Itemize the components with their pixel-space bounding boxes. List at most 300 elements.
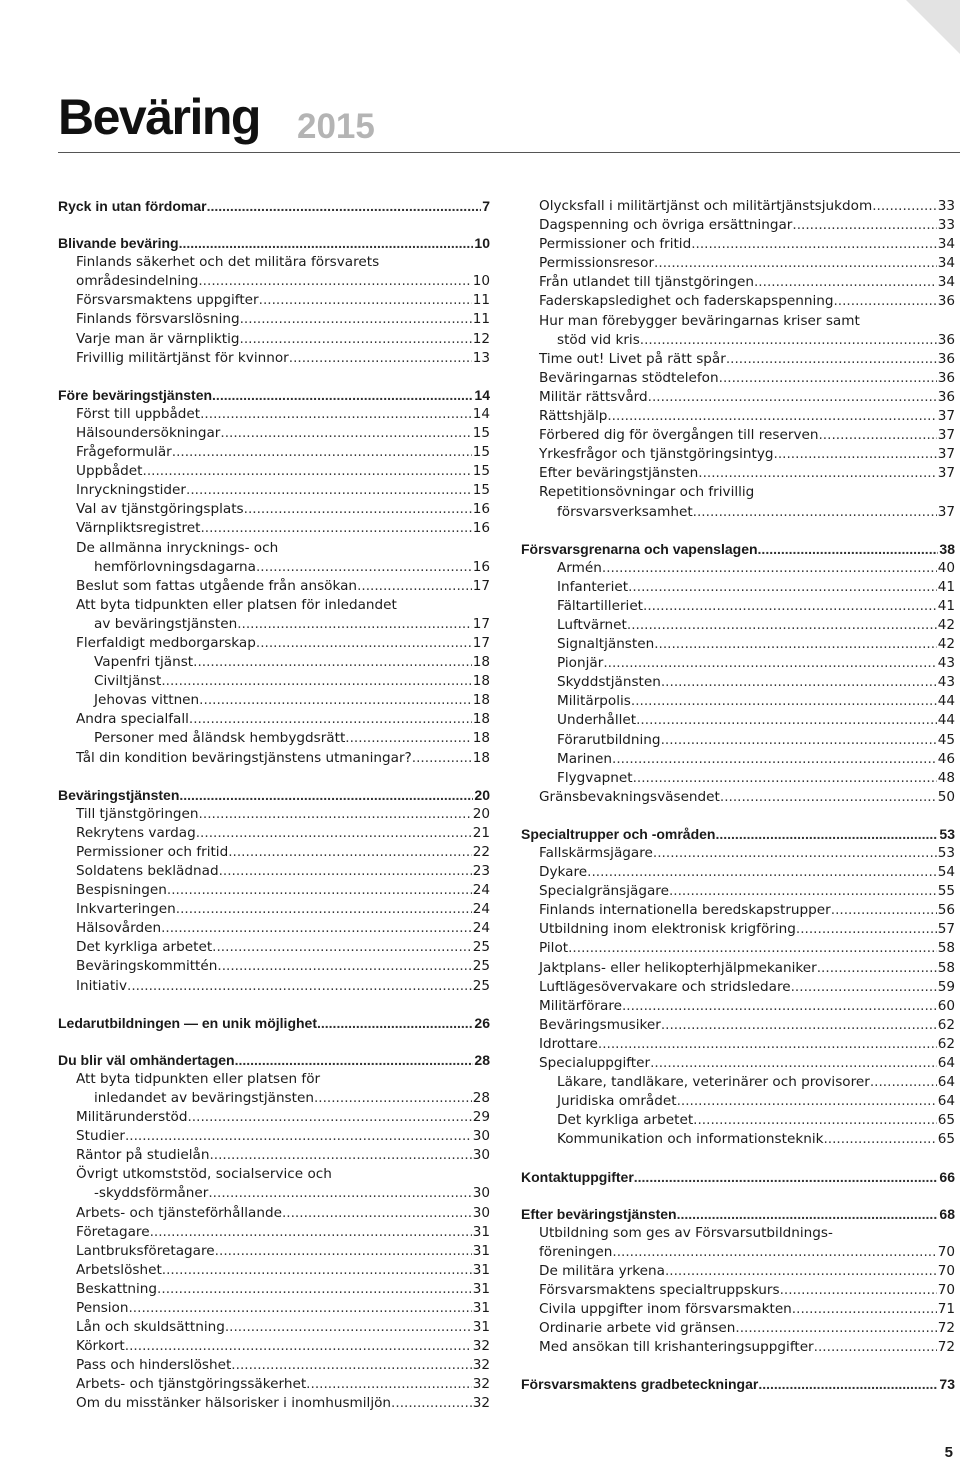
toc-entry[interactable] — [521, 483, 955, 502]
toc-entry[interactable] — [521, 426, 955, 445]
toc-entry-title: Det kyrkliga arbetet — [557, 1112, 694, 1129]
toc-entry[interactable] — [58, 1299, 490, 1318]
dot-leader — [225, 1318, 472, 1337]
toc-page-number: 32 — [472, 1338, 490, 1355]
toc-entry[interactable] — [58, 710, 490, 729]
toc-page-number: 29 — [472, 1109, 490, 1126]
toc-entry-title: Finlands säkerhet och det militära försvarets — [76, 254, 380, 271]
toc-entry[interactable] — [58, 577, 490, 596]
dot-leader — [831, 901, 937, 920]
dot-leader — [719, 369, 937, 388]
toc-entry-title: Skyddstjänsten — [557, 674, 661, 691]
dot-leader — [833, 292, 936, 311]
dot-leader — [125, 1127, 472, 1146]
toc-entry-title: Lantbruksföretagare — [76, 1242, 215, 1259]
toc-page-number: 12 — [472, 330, 490, 347]
toc-entry[interactable] — [58, 481, 490, 500]
dot-leader — [661, 1016, 937, 1035]
toc-page-number: 22 — [472, 843, 490, 860]
toc-entry-title: Beslut som fattas utgående från ansökan — [76, 577, 358, 594]
toc-entry[interactable] — [521, 901, 955, 920]
toc-entry[interactable] — [521, 388, 955, 407]
dot-leader — [187, 1108, 471, 1127]
toc-entry-title: Om du misstänker hälsorisker i inomhusmiljön — [76, 1395, 392, 1412]
toc-entry-title: Finlands försvarslösning — [76, 311, 240, 328]
toc-entry[interactable] — [521, 750, 955, 769]
toc-entry-title: av beväringstjänsten — [94, 615, 238, 632]
toc-entry[interactable] — [521, 197, 955, 216]
dot-leader — [661, 731, 937, 750]
dot-leader — [643, 597, 937, 616]
toc-entry[interactable] — [58, 1146, 490, 1165]
toc-heading[interactable] — [521, 825, 955, 844]
toc-entry[interactable] — [58, 1070, 490, 1089]
toc-entry-title: Studier — [76, 1128, 125, 1145]
dot-leader — [648, 388, 937, 407]
dot-leader — [259, 291, 472, 310]
toc-entry[interactable] — [58, 805, 490, 824]
toc-entry-title: Specialgränsjägare — [539, 883, 669, 900]
toc-entry[interactable] — [58, 558, 490, 577]
toc-entry[interactable] — [521, 292, 955, 311]
dot-leader — [200, 405, 472, 424]
toc-heading[interactable] — [521, 1375, 955, 1394]
toc-entry-title: Pionjär — [557, 655, 604, 672]
dot-leader — [650, 1054, 937, 1073]
toc-heading[interactable] — [58, 197, 490, 216]
toc-page-number: 32 — [472, 1395, 490, 1412]
toc-page-number: 34 — [937, 236, 955, 253]
toc-entry[interactable] — [58, 272, 490, 291]
toc-section — [58, 786, 490, 996]
toc-entry[interactable] — [58, 938, 490, 957]
dot-leader — [720, 788, 937, 807]
dot-leader — [127, 977, 472, 996]
toc-entry-title: Jehovas vittnen — [94, 692, 200, 709]
toc-page-number: 32 — [472, 1357, 490, 1374]
dot-leader — [208, 1184, 471, 1203]
toc-page-number: 21 — [472, 824, 490, 841]
dot-leader — [598, 1035, 937, 1054]
dot-leader — [602, 559, 937, 578]
dot-leader — [357, 577, 472, 596]
toc-entry[interactable] — [58, 749, 490, 768]
toc-entry-title: Marinen — [557, 750, 613, 767]
toc-entry[interactable] — [521, 559, 955, 578]
toc-entry[interactable] — [58, 824, 490, 843]
toc-entry-title: Pilot — [539, 940, 569, 957]
toc-entry-title: Soldatens beklädnad — [76, 863, 219, 879]
toc-entry[interactable] — [58, 1165, 490, 1184]
toc-entry-title: Före beväringstjänsten — [58, 386, 213, 403]
toc-page-number: 43 — [937, 655, 955, 672]
toc-entry-title: försvarsverksamhet — [557, 503, 693, 520]
toc-entry[interactable] — [521, 616, 955, 635]
toc-entry-title: Inkvarteringen — [76, 901, 176, 918]
toc-entry[interactable] — [521, 1073, 955, 1092]
page-title: Beväring — [58, 89, 260, 145]
toc-entry-title: Kommunikation och informationsteknik — [557, 1131, 824, 1148]
toc-entry[interactable] — [521, 635, 955, 654]
toc-entry[interactable] — [58, 349, 490, 368]
toc-entry-title: De militära yrkena — [539, 1262, 665, 1279]
dot-leader — [179, 234, 474, 253]
toc-entry[interactable] — [521, 997, 955, 1016]
toc-page-number: 42 — [937, 616, 955, 633]
toc-entry-title: Kontaktuppgifter — [521, 1168, 634, 1185]
toc-entry[interactable] — [58, 1356, 490, 1375]
toc-entry-title: Val av tjänstgöringsplats — [76, 501, 244, 518]
dot-leader — [693, 503, 937, 522]
toc-entry-title: Värnpliktsregistret — [76, 520, 201, 537]
toc-entry-title: Time out! Livet på rätt spår — [539, 350, 726, 367]
dot-leader — [653, 844, 937, 863]
toc-entry-title: Försvarsmaktens gradbeteckningar — [521, 1376, 759, 1393]
toc-entry[interactable] — [521, 692, 955, 711]
toc-entry-title: Försvarsmaktens uppgifter — [76, 292, 259, 309]
dot-leader — [189, 710, 472, 729]
toc-entry[interactable] — [521, 254, 955, 273]
dot-leader — [207, 197, 482, 216]
toc-entry[interactable] — [521, 939, 955, 958]
toc-page-number: 15 — [472, 424, 490, 441]
toc-entry-title: Pension — [76, 1299, 129, 1316]
toc-entry-title: Permissionsresor — [539, 255, 655, 272]
toc-page-number: 42 — [937, 636, 955, 653]
toc-page-number: 54 — [937, 864, 955, 881]
dot-leader — [823, 1130, 936, 1149]
toc-page-number: 58 — [937, 959, 955, 976]
toc-entry-title: Med ansökan till krishanteringsuppgifter — [539, 1339, 814, 1356]
dot-leader — [870, 1073, 937, 1092]
toc-heading[interactable] — [58, 1014, 490, 1033]
toc-entry[interactable] — [58, 462, 490, 481]
toc-entry-title: Du blir väl omhändertagen — [58, 1051, 235, 1068]
toc-entry[interactable] — [521, 731, 955, 750]
toc-entry[interactable] — [521, 503, 955, 522]
toc-heading[interactable] — [58, 234, 490, 253]
toc-entry[interactable] — [521, 863, 955, 882]
toc-entry[interactable] — [58, 1375, 490, 1394]
toc-page-number: 64 — [937, 1093, 955, 1110]
toc-entry-title: Förbered dig för övergången till reserven — [539, 427, 819, 444]
dot-leader — [256, 558, 472, 577]
dot-leader — [628, 578, 937, 597]
dot-leader — [631, 692, 937, 711]
dot-leader — [758, 540, 939, 559]
toc-page-number: 70 — [937, 1262, 955, 1279]
dot-leader — [715, 825, 938, 844]
toc-entry-title: Ordinarie arbete vid gränsen — [539, 1320, 736, 1337]
toc-entry[interactable] — [521, 464, 955, 483]
dot-leader — [306, 1375, 472, 1394]
toc-entry-title: Blivande beväring — [58, 235, 179, 252]
dot-leader — [256, 634, 472, 653]
toc-entry-title: Hälsovården — [76, 920, 162, 937]
toc-entry[interactable] — [58, 291, 490, 310]
toc-entry[interactable] — [58, 1089, 490, 1108]
toc-page-number: 31 — [472, 1299, 490, 1316]
toc-page-number: 25 — [472, 958, 490, 975]
dot-leader — [412, 749, 472, 768]
toc-entry[interactable] — [58, 1261, 490, 1280]
dot-leader — [125, 1337, 472, 1356]
toc-entry-title: Rekrytens vardag — [76, 824, 196, 841]
toc-entry[interactable] — [521, 1243, 955, 1262]
toc-entry[interactable] — [58, 900, 490, 919]
toc-entry[interactable] — [521, 369, 955, 388]
toc-entry[interactable] — [58, 634, 490, 653]
toc-entry[interactable] — [58, 1337, 490, 1356]
toc-entry[interactable] — [58, 1318, 490, 1337]
toc-entry[interactable] — [58, 919, 490, 938]
toc-entry[interactable] — [58, 1280, 490, 1299]
toc-entry[interactable] — [58, 1204, 490, 1223]
toc-page-number: 55 — [937, 883, 955, 900]
toc-entry[interactable] — [521, 1300, 955, 1319]
toc-heading[interactable] — [58, 386, 490, 405]
toc-entry[interactable] — [58, 1127, 490, 1146]
toc-entry-title: Flerfaldigt medborgarskap — [76, 634, 256, 651]
toc-entry[interactable] — [58, 405, 490, 424]
toc-entry[interactable] — [58, 672, 490, 691]
toc-entry-title: Läkare, tandläkare, veterinärer och provisorer — [557, 1074, 870, 1091]
dot-leader — [612, 1243, 936, 1262]
toc-page-number: 36 — [937, 369, 955, 386]
toc-entry[interactable] — [521, 1319, 955, 1338]
toc-entry[interactable] — [521, 597, 955, 616]
toc-entry-title: Dagspenning och övriga ersättningar — [539, 217, 793, 234]
toc-section — [521, 197, 955, 522]
toc-page-number: 62 — [937, 1035, 955, 1052]
toc-entry-title: Luftvärnet — [557, 616, 627, 633]
toc-entry[interactable] — [58, 1108, 490, 1127]
toc-entry[interactable] — [58, 615, 490, 634]
toc-entry[interactable] — [58, 862, 490, 881]
toc-entry[interactable] — [58, 253, 490, 272]
toc-entry[interactable] — [521, 920, 955, 939]
toc-page-number: 33 — [937, 217, 955, 234]
dot-leader — [792, 1300, 937, 1319]
toc-entry-title: Efter beväringstjänsten — [521, 1205, 677, 1222]
dot-leader — [587, 863, 937, 882]
dot-leader — [161, 672, 471, 691]
toc-entry-title: Jaktplans- eller helikopterhjälpmekaniker — [539, 959, 817, 976]
toc-page-number: 11 — [472, 292, 490, 309]
toc-entry-title: Utbildning som ges av Försvarsutbildnings- — [539, 1224, 833, 1241]
dot-leader — [872, 197, 936, 216]
toc-entry[interactable] — [521, 1111, 955, 1130]
toc-page-number: 18 — [472, 654, 490, 671]
toc-page-number: 24 — [472, 920, 490, 937]
dot-leader — [612, 750, 937, 769]
dot-leader — [179, 786, 473, 805]
toc-entry[interactable] — [521, 578, 955, 597]
dot-leader — [314, 1089, 472, 1108]
toc-entry[interactable] — [58, 596, 490, 615]
toc-entry-title: Andra specialfall — [76, 711, 189, 728]
toc-entry[interactable] — [521, 1054, 955, 1073]
toc-page-number: 66 — [939, 1168, 955, 1185]
toc-entry[interactable] — [521, 844, 955, 863]
toc-heading[interactable] — [58, 786, 490, 805]
toc-page-number: 18 — [472, 692, 490, 709]
dot-leader — [289, 349, 472, 368]
toc-entry[interactable] — [58, 729, 490, 748]
toc-page-number: 15 — [472, 463, 490, 480]
toc-page-number: 50 — [937, 788, 955, 805]
dot-leader — [176, 900, 472, 919]
toc-page-number: 53 — [937, 845, 955, 861]
toc-page-number: 20 — [472, 805, 490, 822]
toc-page-number: 15 — [472, 444, 490, 461]
toc-entry-title: stöd vid kris — [557, 331, 640, 348]
toc-entry[interactable] — [58, 977, 490, 996]
toc-entry[interactable] — [58, 310, 490, 329]
toc-page-number: 36 — [937, 293, 955, 310]
toc-entry-title: Tål din kondition beväringstjänstens utmaningar? — [76, 749, 412, 766]
toc-entry[interactable] — [58, 691, 490, 710]
dot-leader — [603, 654, 936, 673]
toc-entry-title: föreningen — [539, 1243, 613, 1260]
toc-entry[interactable] — [58, 653, 490, 672]
toc-entry[interactable] — [521, 235, 955, 254]
toc-page-number: 31 — [472, 1223, 490, 1240]
toc-entry-title: Det kyrkliga arbetet — [76, 939, 213, 956]
dot-leader — [240, 330, 472, 349]
toc-heading[interactable] — [521, 540, 955, 559]
toc-entry[interactable] — [521, 1130, 955, 1149]
toc-entry-title: -skyddsförmåner — [94, 1185, 209, 1202]
toc-page-number: 16 — [472, 501, 490, 518]
dot-leader — [317, 1014, 473, 1033]
toc-entry[interactable] — [521, 445, 955, 464]
dot-leader — [345, 729, 471, 748]
dot-leader — [235, 1051, 474, 1070]
toc-section — [521, 1205, 955, 1358]
toc-entry[interactable] — [521, 769, 955, 788]
toc-entry-title: Företagare — [76, 1223, 150, 1240]
dot-leader — [231, 1356, 471, 1375]
toc-entry[interactable] — [521, 978, 955, 997]
toc-heading[interactable] — [521, 1205, 955, 1224]
dot-leader — [391, 1394, 472, 1413]
toc-entry[interactable] — [58, 519, 490, 538]
toc-page-number: 62 — [937, 1016, 955, 1033]
toc-page-number: 36 — [937, 388, 955, 405]
toc-entry-title: Permissioner och fritid — [539, 236, 692, 253]
toc-entry[interactable] — [521, 407, 955, 426]
toc-entry[interactable] — [58, 424, 490, 443]
dot-leader — [186, 481, 472, 500]
toc-entry[interactable] — [58, 539, 490, 558]
dot-leader — [735, 1319, 936, 1338]
toc-entry[interactable] — [521, 711, 955, 730]
toc-entry[interactable] — [58, 1394, 490, 1413]
toc-page-number: 18 — [472, 711, 490, 728]
dot-leader — [622, 997, 937, 1016]
toc-entry[interactable] — [521, 331, 955, 350]
toc-entry[interactable] — [521, 216, 955, 235]
toc-page-number: 24 — [472, 882, 490, 899]
toc-entry[interactable] — [521, 654, 955, 673]
dot-leader — [172, 443, 472, 462]
page-year: 2015 — [297, 107, 375, 146]
toc-entry[interactable] — [521, 1092, 955, 1111]
toc-page-number: 31 — [472, 1242, 490, 1259]
toc-page-number: 24 — [472, 901, 490, 918]
toc-page-number: 64 — [937, 1074, 955, 1091]
toc-entry[interactable] — [58, 843, 490, 862]
toc-entry-title: Hur man förebygger beväringarnas kriser samt — [539, 312, 860, 329]
toc-entry-title: Vapenfri tjänst — [94, 654, 194, 671]
dot-leader — [661, 673, 937, 692]
toc-page-number: 33 — [937, 198, 955, 214]
toc-entry[interactable] — [521, 312, 955, 331]
toc-entry-title: inledandet av beväringstjänsten — [94, 1089, 314, 1106]
toc-entry[interactable] — [521, 350, 955, 369]
toc-entry[interactable] — [58, 881, 490, 900]
toc-heading[interactable] — [521, 1168, 955, 1187]
toc-heading[interactable] — [58, 1051, 490, 1070]
toc-entry[interactable] — [58, 1242, 490, 1261]
toc-entry[interactable] — [58, 500, 490, 519]
toc-entry-title: Militärförare — [539, 997, 622, 1014]
toc-entry[interactable] — [521, 1224, 955, 1243]
toc-entry[interactable] — [521, 788, 955, 807]
toc-entry[interactable] — [58, 957, 490, 976]
toc-entry[interactable] — [58, 1184, 490, 1203]
toc-entry-title: Arbets- och tjänsteförhållande — [76, 1204, 282, 1221]
toc-section — [58, 1051, 490, 1414]
toc-entry[interactable] — [521, 1281, 955, 1300]
dot-leader — [212, 386, 473, 405]
toc-entry-title: Ledarutbildningen — en unik möjlighet — [58, 1014, 317, 1031]
dot-leader — [665, 1262, 937, 1281]
toc-page-number: 37 — [937, 465, 955, 482]
toc-page-number: 56 — [937, 902, 955, 919]
toc-entry[interactable] — [521, 1016, 955, 1035]
toc-entry-title: Ryck in utan fördomar — [58, 198, 207, 214]
toc-entry[interactable] — [521, 882, 955, 901]
toc-page-number: 10 — [474, 235, 490, 252]
toc-entry[interactable] — [521, 1262, 955, 1281]
toc-page-number: 65 — [937, 1112, 955, 1129]
toc-page-number: 46 — [937, 750, 955, 767]
toc-entry[interactable] — [521, 959, 955, 978]
toc-entry-title: Uppbådet — [76, 463, 143, 480]
toc-entry[interactable] — [521, 1035, 955, 1054]
toc-entry-title: Juridiska området — [557, 1093, 677, 1110]
toc-page-number: 34 — [937, 255, 955, 272]
toc-entry[interactable] — [521, 673, 955, 692]
toc-entry[interactable] — [58, 443, 490, 462]
toc-entry[interactable] — [521, 273, 955, 292]
toc-entry-title: Faderskapsledighet och faderskapspenning — [539, 293, 834, 310]
toc-entry-title: Inryckningstider — [76, 482, 187, 499]
toc-page-number: 18 — [472, 730, 490, 747]
toc-page-number: 28 — [472, 1089, 490, 1106]
toc-page-number: 59 — [937, 978, 955, 995]
toc-entry[interactable] — [521, 1338, 955, 1357]
toc-page-number: 44 — [937, 693, 955, 710]
toc-page-number: 23 — [472, 863, 490, 879]
toc-entry-title: Bespisningen — [76, 882, 167, 899]
toc-entry[interactable] — [58, 1223, 490, 1242]
toc-entry-title: Beväringsmusiker — [539, 1016, 661, 1033]
toc-entry-title: Fallskärmsjägare — [539, 845, 653, 861]
toc-entry[interactable] — [58, 330, 490, 349]
